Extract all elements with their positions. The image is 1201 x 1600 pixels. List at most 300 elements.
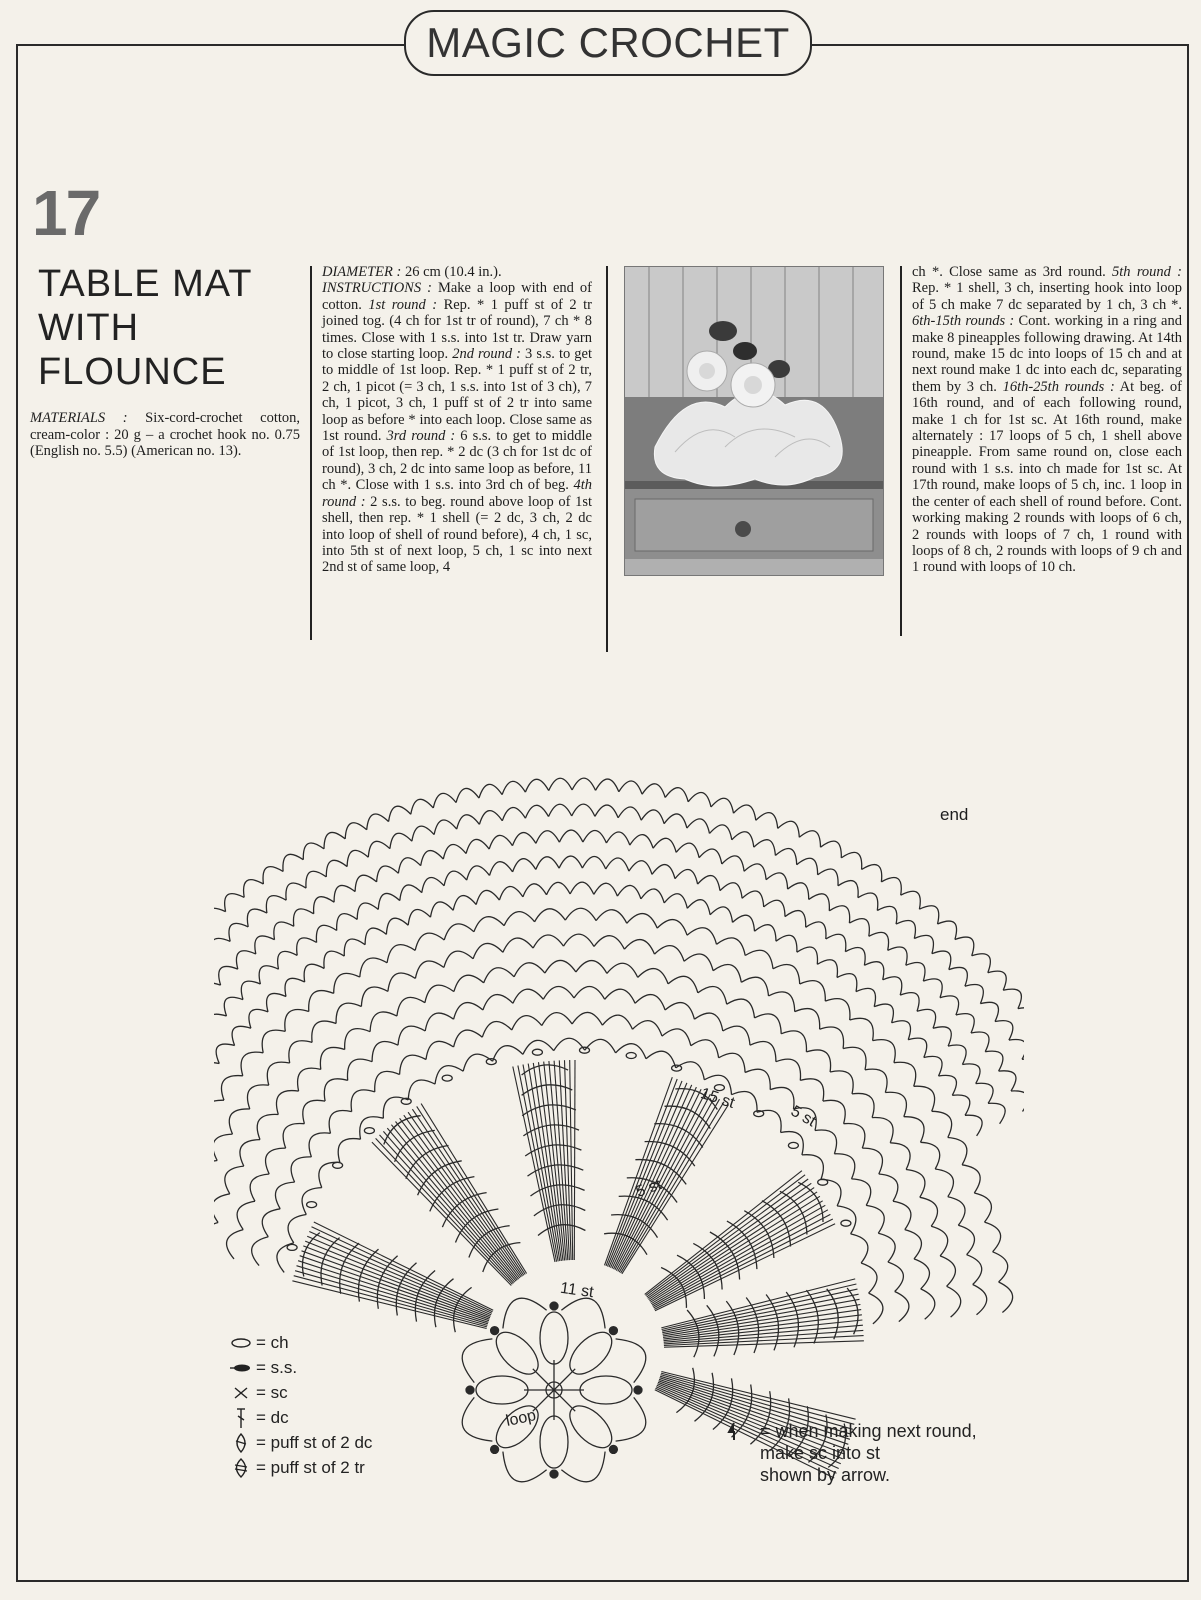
title-line: TABLE MAT [38,263,253,305]
pineapple-stitch-line [372,1142,511,1285]
instr-label: 6th-15th rounds : [912,313,1015,330]
round-two-loop [616,1397,646,1441]
chain-loop [817,960,837,978]
chain-loop [214,938,230,956]
instr-text: At beg. of 16th round, and of each following round, make 1 ch for 1st sc. At 16th round, make alternately : 17 loops of 5 ch, 1 shell above pineapple. From same round on, close each round with 1 s.s. into ch made for 1st sc. At 17th round, make loops of 5 ch, inc. 1 loop in the center of each shell of round before. Cont. working making 2 rounds with loops of 6 ch, 2 rounds with loops of 7 ch, 1 round with loops of 8 ch, 2 rounds with loops of 9 ch and 1 round with loops of 10 ch. [912,378,1182,576]
instr-label: INSTRUCTIONS : [322,280,432,297]
chain-loop [334,885,355,902]
instr-text: Make a loop with end of cotton. [322,280,592,313]
chain-loop [619,781,642,794]
chain-loop [862,1148,882,1174]
chain-loop [324,951,344,968]
chain-loop [652,865,675,879]
chain-loop [797,947,818,964]
chain-loop [948,1045,966,1064]
legend-label: = puff st of 2 tr [256,1457,365,1477]
chain-loop [607,963,638,977]
instr-text: Rep. * 1 puff st of 2 tr joined tog. (4 ch for 1st tr of round), 7 ch * 8 times. Close with 1 s.s. into 1st tr. Draw yarn to close starting loop. [322,296,592,363]
chain-loop [655,946,685,962]
chain-loop [933,1027,951,1046]
arrow-note-text [760,1420,977,1486]
chain-loop [503,938,533,952]
chain-loop [770,1087,794,1109]
pineapple-stitch-line [650,1196,820,1302]
chain-loop [657,920,687,936]
chain-loop [513,989,543,1003]
chart-spokes [292,1060,864,1478]
chain-stitch [532,1049,542,1055]
chain-loop [232,1026,251,1045]
chain-loop [921,1142,940,1169]
chain-loop [214,1100,224,1126]
chain-loop [214,1063,219,1083]
single-crochet-cross-icon [226,1386,256,1400]
chain-loop [675,869,698,884]
chain-loop [905,1230,922,1259]
legend-item [226,1430,372,1455]
chain-loop [1011,1091,1024,1112]
pineapple-stitch-line [608,1081,683,1267]
instr-label: 2nd round : [452,346,521,363]
chain-loop [921,1289,935,1319]
chain-loop [214,1014,227,1033]
chain-loop [244,880,264,898]
chain-loop [408,1080,435,1100]
chain-loop [289,1041,312,1063]
pineapple-stitch-line [648,1183,812,1298]
chain-loop [821,841,842,858]
instr-text: Rep. * 1 shell, 3 ch, inserting hook into loop of 5 ch make 7 dc separated by 1 ch, 3 ch *. [912,280,1182,313]
chain-loop [879,1174,898,1201]
chain-loop [285,1010,309,1032]
chain-loop [800,981,826,1001]
product-photo [624,266,884,576]
chain-loop [605,989,635,1003]
chain-loop [775,849,796,865]
chain-loop [523,1040,554,1054]
chain-loop [426,1041,454,1059]
chain-loop [799,831,820,847]
chain-loop [699,849,722,864]
chain-loop [572,804,595,816]
chain-loop [229,923,248,941]
chain-loop [717,938,746,956]
chain-loop [304,964,324,982]
chain-loop [241,1052,263,1076]
chain-loop [823,1100,845,1123]
chain-loop [844,1123,865,1148]
chain-loop [719,1053,746,1072]
page-frame-right [1187,44,1189,1582]
chain-loop [377,866,399,882]
flower-petal-loop [580,1376,632,1404]
chain-loop [367,814,389,830]
chain-loop [483,995,513,1010]
chain-loop [214,1194,230,1223]
chain-loop [665,1003,694,1020]
chain-loop [582,856,605,869]
chain-loop [837,974,857,992]
chain-loop [250,1174,269,1201]
chain-loop [351,1090,375,1112]
chain-loop [326,860,347,877]
chain-loop [570,882,594,894]
chain-loop [252,1237,269,1266]
chain-loop [732,832,754,847]
chain-loop [513,833,536,846]
chain-loop [476,890,499,904]
pineapple-stitch-line [391,1125,517,1280]
chain-stitch [788,1142,798,1148]
instr-label: 4th round : [322,477,592,510]
chain-loop [906,963,925,982]
chain-loop [826,934,846,951]
chain-loop [535,909,566,922]
chain-loop [457,815,480,829]
chain-loop [214,1134,233,1160]
arrow-note [720,1420,977,1486]
chain-stitch [333,1162,343,1168]
slip-stitch-dot-icon [226,1362,256,1374]
chain-loop [920,1197,938,1226]
chain-loop [806,1050,830,1072]
chain-loop [904,1117,924,1143]
chain-loop [850,1018,874,1040]
chart-end-label: end [940,805,969,824]
chain-loop [797,858,818,875]
pineapple-stitch-line [400,1118,520,1278]
pineapple-stitch-line [383,1131,514,1282]
chain-loop [893,1201,911,1229]
chain-loop [664,894,687,909]
chain-loop [742,891,764,907]
chain-loop [974,1193,991,1222]
picot [550,1470,558,1478]
chain-loop [629,861,652,875]
chain-loop [490,862,513,876]
chain-loop [400,885,422,901]
chain-loop [617,885,641,898]
chain-loop [237,1201,255,1229]
chain-loop [864,962,883,980]
puff-dc-icon [226,1432,256,1454]
chain-loop [900,993,919,1012]
chain-loop [750,1042,776,1062]
chain-loop [949,967,968,986]
chain-stitch [841,1220,851,1226]
chain-loop [852,1179,871,1206]
chain-loop [479,811,502,825]
chain-loop [883,977,902,995]
chain-loop [344,939,365,956]
chain-loop [733,915,755,931]
chain-loop [255,936,275,954]
chain-loop [624,940,654,955]
chain-loop [764,900,785,916]
chain-loop [627,914,657,929]
chain-loop [303,843,324,860]
chain-loop [684,954,713,971]
chain-stitch [672,1065,682,1071]
legend-item [226,1405,372,1430]
chain-loop [829,906,849,923]
chain-loop [572,778,595,790]
chain-loop [484,968,514,983]
chain-loop [398,858,420,874]
chain-loop [456,788,479,802]
chain-loop [741,977,768,996]
chain-loop [283,1123,304,1148]
chain-loop [388,973,416,991]
chain-loop [800,1079,823,1101]
chain-loop [444,871,467,886]
chain-loop [698,986,727,1004]
chain-loop [216,1044,234,1063]
chain-loop [422,877,444,892]
chain-loop [236,951,255,969]
chain-loop [901,891,921,909]
chain-loop [214,1161,217,1188]
chain-loop [665,788,688,802]
chain-loop [606,832,629,845]
pineapple-stitch-line [380,1135,514,1283]
chain-loop [687,928,716,945]
chain-loop [564,934,595,946]
instr-text: 26 cm (10.4 in.). [401,264,502,280]
chain-stitch [287,1244,297,1250]
chain-loop [466,839,489,853]
chain-loop [421,851,444,866]
chain-loop [906,1170,925,1198]
chain-loop [635,995,665,1010]
chain-loop [602,1015,632,1029]
chain-loop [691,1040,719,1058]
picot [491,1445,499,1453]
chain-loop [355,875,377,891]
materials-text: Six-cord-crochet cotton, cream-color : 20 g – a crochet hook no. 0.75 (English no. 5.5) (American no. 13). [30,410,300,459]
chain-loop [361,987,388,1006]
chain-loop [514,963,545,977]
chain-loop [489,835,512,849]
instr-seg [322,264,502,280]
materials-label: MATERIALS : [30,410,128,426]
chain-loop [247,1085,268,1109]
chart-label-11st: 11 st [559,1279,595,1302]
chain-loop [499,886,523,900]
legend-label: = puff st of 2 dc [256,1432,373,1452]
chart-label-5st: 5 st [787,1102,819,1131]
round-two-loop [503,1452,547,1482]
chain-loop [894,1062,916,1086]
puff-stitch [554,1390,575,1411]
chain-loop [869,932,889,950]
chain-loop [1009,1040,1024,1060]
chain-loop [988,971,1006,990]
chain-loop [320,1047,344,1069]
chain-loop [583,830,607,843]
legend-item [226,1455,372,1480]
chain-loop [795,1009,820,1030]
chain-loop [872,1118,893,1143]
chain-loop [444,951,473,967]
chain-loop [277,1243,294,1273]
chain-loop [398,1026,425,1045]
instr-text: 2 s.s. to beg. round above loop of 1st shell, then rep. * 1 shell (= 2 dc, 3 ch, 2 dc into loop of shell of round before), 4 ch, 1 sc, into 5th st of next loop, 5 ch, 1 sc into next 2nd st of same loop, 4 [322,493,592,576]
pineapple-stitch-line [605,1077,673,1265]
chain-loop [713,965,741,983]
chain-loop [980,1002,998,1021]
chain-loop [849,919,869,937]
chain-loop [512,1016,542,1030]
pattern-number: 17 [32,177,100,249]
legend-label: = dc [256,1407,289,1427]
chain-loop [781,1031,806,1052]
chain-loop [453,896,476,911]
instr-text: 3 s.s. to get to middle of 1st loop. Rep. * 1 puff st of 2 tr, 2 ch, 1 picot (= 3 ch, 1 s.s. into 1st of 3 ch), 7 ch, 1 picot, 3 ch, 1 puff st of 2 tr into same loop as before * into each loop. Close same as 1st round. [322,346,593,445]
chain-loop [769,992,795,1012]
chain-loop [776,935,797,952]
chain-loop [778,821,800,837]
chain-loop [788,883,809,900]
chain-loop [802,1155,823,1180]
chain-loop [641,889,664,903]
round-two-loop [462,1339,492,1383]
chain-loop [596,910,627,924]
arrow-icon [720,1420,760,1486]
chain-loop [397,997,425,1016]
chain-loop [473,943,503,958]
chain-loop [324,1079,347,1101]
chain-loop [347,850,368,866]
chain-loop [493,1046,523,1062]
pineapple-stitch-line [654,1214,831,1308]
chain-loop [545,960,576,973]
chain-loop [415,933,444,950]
title-line: FLOUNCE [38,351,227,393]
instr-text: Cont. working in a ring and make 8 pineapples following drawing. At 14th round, make 15 dc into loops of 15 ch and at next round make 1 dc into each dc, separating them by 3 ch. [912,313,1182,395]
legend-label: = sc [256,1382,288,1402]
chain-loop [932,951,951,970]
chain-loop [275,1182,294,1209]
chain-loop [286,883,306,900]
chain-loop [387,945,415,963]
picot [634,1386,642,1394]
chain-loop [408,909,430,925]
chain-loop [956,1014,974,1033]
chain-loop [241,981,260,999]
chain-loop [425,985,454,1003]
round-two-loop [561,1452,605,1482]
pineapple-stitch-line [387,1128,516,1281]
chain-loop [722,856,744,871]
title-line: WITH [38,307,140,349]
chain-loop [240,1140,260,1167]
legend-label: = s.s. [256,1357,298,1377]
chain-loop [858,893,878,910]
puff-stitch [533,1369,554,1390]
chain-loop [881,878,901,896]
chain-loop [955,937,974,956]
chain-loop [523,884,547,897]
chain-loop [940,1256,955,1286]
round-two-loop [462,1397,492,1441]
chain-loop [576,961,607,974]
chain-loop [400,1055,426,1074]
chain-loop [856,988,875,1006]
chain-loop [676,843,699,858]
chain-loop [756,813,778,829]
chain-loop [433,793,456,808]
pineapple-stitch-line [649,1188,815,1300]
chain-loop [958,1225,974,1254]
chain-loop [596,779,619,792]
chain-loop [227,1230,244,1259]
picot [550,1302,558,1310]
chain-loop [214,983,221,1002]
chain-loop [616,1044,646,1059]
chain-loop [755,1014,782,1034]
chain-loop [298,1068,321,1091]
chain-loop [536,831,560,844]
pineapple-stitch-line [574,1060,575,1260]
chain-loop [306,871,326,888]
chain-loop [754,840,776,856]
legend-item [226,1380,372,1405]
chain-loop [890,1143,910,1170]
chain-loop [841,852,861,869]
chain-loop [815,1130,837,1154]
chain-loop [263,867,283,884]
chain-loop [914,1259,929,1289]
chain-loop [513,859,536,872]
chain-loop [723,1026,750,1045]
chain-loop [878,1233,895,1262]
chain-loop [336,1003,361,1023]
chain-loop [415,961,444,978]
column-rule [900,266,902,636]
chain-loop [852,1093,874,1117]
chain-loop [687,819,710,834]
chain-loop [502,808,525,821]
instr-label: 16th-25th rounds : [1002,378,1115,395]
chain-loop [221,1076,242,1101]
chain-loop [710,825,732,840]
chain-loop [386,918,408,934]
flower-petal-loop [476,1376,528,1404]
chain-loop [334,973,360,993]
chain-loop [274,922,294,940]
chain-loop [338,1139,360,1163]
chain-loop [303,1100,325,1123]
chain-loop [431,902,454,917]
instructions-column-2 [912,264,1182,576]
picot [466,1386,474,1394]
chain-loop [360,958,387,977]
column-rule [606,266,608,652]
chain-loop [630,835,653,849]
chart-label-5st: 5 st [633,1176,664,1201]
picot [491,1327,499,1335]
chain-loop [309,991,334,1012]
chain-loop [383,1097,408,1118]
chain-loop [1022,1059,1024,1079]
chain-loop [434,820,457,835]
header-banner: MAGIC CROCHET [404,10,812,76]
chain-loop [565,908,596,920]
chain-loop [995,1021,1013,1041]
chain-loop [967,1255,982,1285]
chain-loop [662,1029,691,1046]
